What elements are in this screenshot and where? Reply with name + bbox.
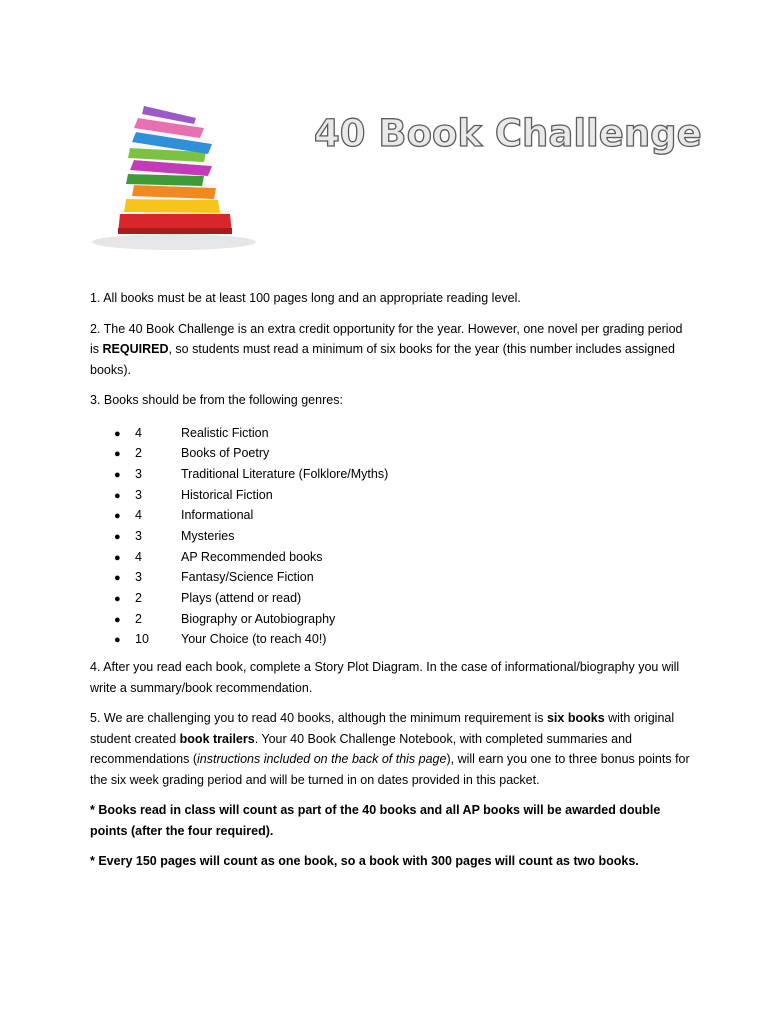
genre-name: Realistic Fiction [181,425,269,440]
note-class-books: * Books read in class will count as part of the 40 books and all AP books will be awarded double points (after the four required). [90,803,661,838]
genre-count: 3 [135,466,142,481]
list-item [90,505,690,526]
rule-2-text-end: , so students must read a minimum of six books for the year (this number includes assigned books). [90,342,675,377]
genre-name: Mysteries [181,528,235,543]
bullet-icon: ● [114,551,121,564]
genre-name: Books of Poetry [181,446,270,461]
page-title: 40 Book Challenge [314,112,702,155]
bullet-icon: ● [114,427,121,440]
rule-5 [90,708,690,790]
bullet-icon: ● [114,634,121,647]
bullet-icon: ● [114,489,121,502]
list-item [90,485,690,506]
list-item [90,609,690,630]
list-item [90,567,690,588]
genre-count: 2 [135,591,142,605]
rule-3: 3. Books should be from the following genres: [90,393,343,407]
list-item [90,423,690,444]
rule-5-text-2: with original student created [90,711,675,746]
genre-count: 3 [135,487,142,502]
genre-name: Your Choice (to reach 40!) [181,632,327,647]
genre-name: Informational [181,508,254,523]
genre-count: 4 [135,508,142,523]
rule-4: 4. After you read each book, complete a Story Plot Diagram. In the case of informational/biography you will write a summary/book recommendation. [90,660,680,695]
note-page-count: * Every 150 pages will count as one book, so a book with 300 pages will count as two books. [90,854,639,869]
rule-5-instructions-note: instructions included on the back of this page [197,752,447,767]
genre-count: 10 [135,632,149,647]
stack-of-books-illustration [88,96,264,272]
rule-2-required: REQUIRED [102,342,169,356]
genre-list [90,423,690,651]
rule-5-text-4: ), will earn you one to three bonus points for the six week grading period and will be turned in on dates provided in this packet. [90,752,690,787]
rule-2 [90,319,690,381]
genre-count: 2 [135,446,142,461]
bullet-icon: ● [114,593,121,605]
genre-count: 4 [135,549,142,564]
rule-1: 1. All books must be at least 100 pages long and an appropriate reading level. [90,291,521,305]
rule-5-text-1: 5. We are challenging you to read 40 books, although the minimum requirement is [90,711,547,726]
list-item [90,629,690,650]
genre-name: Fantasy/Science Fiction [181,570,314,585]
genre-count: 3 [135,528,142,543]
genre-name: Plays (attend or read) [181,591,302,605]
list-item [90,443,690,464]
bullet-icon: ● [114,530,121,543]
bullet-icon: ● [114,510,121,523]
rule-5-six-books: six books [546,711,605,726]
list-item [90,464,690,485]
list-item [90,588,690,609]
genre-name: Biography or Autobiography [181,611,336,626]
genre-count: 3 [135,570,142,585]
genre-count: 4 [135,425,142,440]
bullet-icon: ● [114,613,121,626]
list-item [90,547,690,568]
rule-5-text-3: . Your 40 Book Challenge Notebook, with completed summaries and recommendations ( [90,731,632,767]
genre-name: Historical Fiction [181,487,273,502]
bullet-icon: ● [114,572,121,585]
bullet-icon: ● [114,448,121,461]
list-item [90,526,690,547]
rule-5-book-trailers: book trailers [179,731,255,746]
bullet-icon: ● [114,468,121,481]
rule-2-text-start: 2. The 40 Book Challenge is an extra credit opportunity for the year. However, one novel per grading period is [90,321,683,356]
genre-name: Traditional Literature (Folklore/Myths) [181,466,389,481]
genre-name: AP Recommended books [181,549,323,564]
genre-count: 2 [135,611,142,626]
document-body [90,288,690,882]
